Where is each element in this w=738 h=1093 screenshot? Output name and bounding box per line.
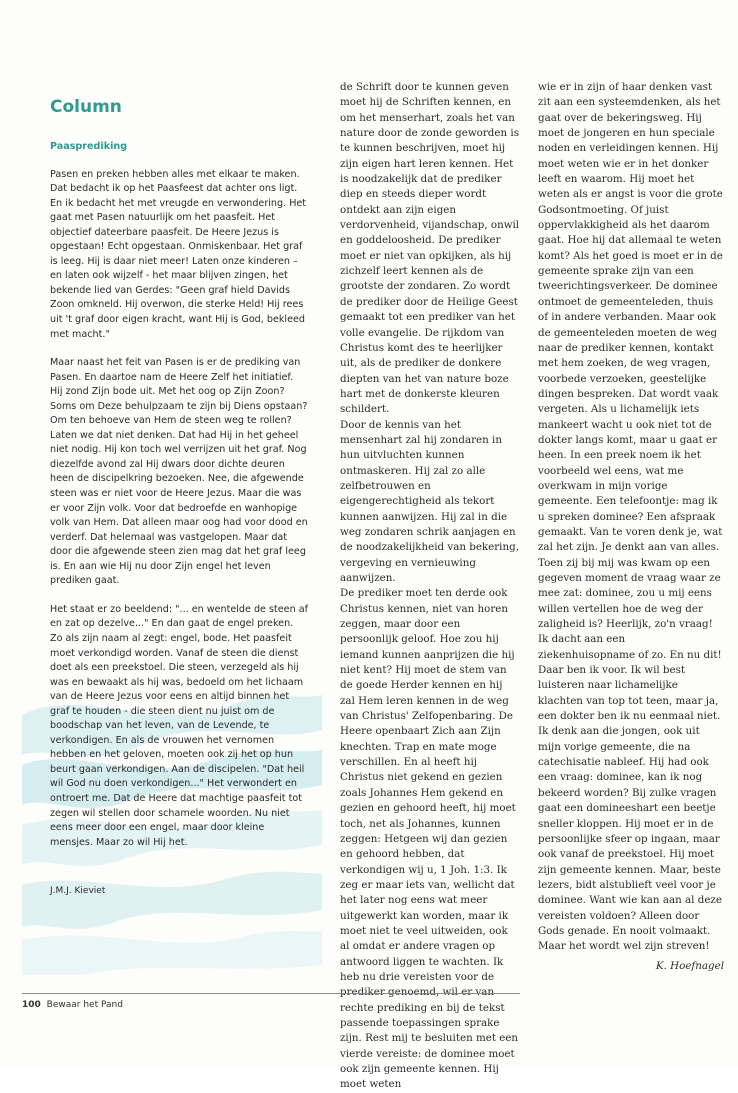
column-subheading: Paasprediking (50, 141, 128, 152)
article-signature: K. Hoefnagel (655, 959, 724, 972)
article-paragraph: Door de kennis van het mensenhart zal hij zondaren in hun uitvluchten kunnen ontmaskeren. Hij zal zo alle zelfbetrouwen en eigengerechtigheid als tekort kunnen aanwijzen. Hij zal in die weg zondaren schrik aanjagen en de noodzakelijkheid van bekering, vergeving en vernieuwing aanwijzen. (340, 418, 519, 584)
page-footer (22, 1000, 123, 1010)
column-paragraph-3: Het staat er zo beeldend: "... en wentelde de steen af en zat op dezelve..." En dan gaat de engel preken. Zo als zijn naam al zegt: engel, bode. Het paasfeit moet verkondigd worden. Vanaf de steen die dienst doet als een preekstoel. Die steen, verzegeld als hij was en bewaakt als hij was, bedoeld om het lichaam van de Heere Jezus voor eens en altijd binnen het graf te houden - die steen dient nu juist om de boodschap van het leven, van de Levende, te verkondigen. En als de vrouwen het vernomen hebben en het geloven, moeten ook zij het op hun beurt gaan verkondigen. Aan de discipelen. "Dat heil wil God nu doen verkondigen..." Het verwondert en ontroert me. Dat de Heere dat machtige paasfeit tot zegen wil stellen door schamele woorden. Nu niet eens meer door een engel, maar door kleine mensjes. Maar zo wil Hij het. (50, 603, 308, 848)
column-heading: Column (50, 97, 122, 117)
article-column-3 (538, 80, 724, 974)
column-section (50, 96, 308, 913)
article-column-2 (340, 80, 520, 1093)
article-paragraph: wie er in zijn of haar denken vast zit aan een systeemdenken, als het gaat over de bekeringsweg. Hij moet de jongeren en hun speciale noden en verleidingen kennen. Hij moet weten wie er in het donker leeft en waarom. Hij moet het weten als er angst is voor die grote Godsontmoeting. Of juist oppervlakkigheid als het daarom gaat. Hoe hij dat allemaal te weten komt? Als het goed is moet er in de gemeente sprake zijn van een tweerichtingsverkeer. De dominee ontmoet de gemeenteleden, thuis of in andere verbanden. Maar ook de gemeenteleden moeten de weg naar de prediker kennen, kontakt met hem zoeken, de weg vragen, voorbede verzoeken, geestelijke dingen bespreken. Dat wordt vaak vergeten. Als u lichamelijk iets mankeert wacht u ook niet tot de dokter langs komt, maar u gaat er heen. In een preek noem ik het voorbeeld wel eens, wat me overkwam in mijn vorige gemeente. Een telefoontje: mag ik u spreken dominee? Een afspraak gemaakt. Van te voren denk je, wat zal het zijn. Je denkt aan van alles. Toen zij bij mij was kwam op een gegeven moment de vraag waar ze mee zat: dominee, zou u mij eens willen vertellen hoe de weg der zaligheid is? Heerlijk, zo'n vraag! Ik dacht aan een ziekenhuisopname of zo. En nu dit! Daar ben ik voor. Ik wil best luisteren naar lichamelijke klachten van top tot teen, maar ja, een dokter ben ik nu eenmaal niet. Ik denk aan die jongen, ook uit mijn vorige gemeente, die na catechisatie nableef. Hij had ook een vraag: dominee, kan ik nog bekeerd worden? Bij zulke vragen gaat een domineeshart een beetje sneller kloppen. Hij moet er in de persoonlijke sfeer op ingaan, maar ook vanaf de preekstoel. Hij moet zijn gemeente kennen. Maar, beste lezers, bidt alstublieft veel voor je dominee. Want wie kan aan al deze vereisten voldoen? Alleen door Gods genade. En nooit volmaakt. Maar het wordt wel zijn streven! (538, 81, 723, 953)
article-paragraph: de Schrift door te kunnen geven moet hij de Schriften kennen, en om het menserhart, zoals het van nature door de zonde geworden is te kunnen beschrijven, moet hij zijn eigen hart leren kennen. Het is noodzakelijk dat de prediker diep en steeds dieper wordt ontdekt aan zijn eigen verdorvenheid, vijandschap, onwil en goddeloosheid. De prediker moet er niet van opkijken, als hij zichzelf leert kennen als de grootste der zondaren. Zo wordt de prediker door de Heilige Geest gemaakt tot een prediker van het volle evangelie. De rijkdom van Christus komt des te heerlijker uit, als de prediker de donkere diepten van het van nature boze hart met de donkerste kleuren schildert. (340, 81, 520, 416)
column-author: J.M.J. Kieviet (50, 886, 106, 897)
column-paragraph-1: Pasen en preken hebben alles met elkaar te maken. Dat bedacht ik op het Paasfeest dat achter ons ligt. En ik bedacht het met vreugde en verwondering. Het gaat met Pasen natuurlijk om het paasfeit. Het objectief dateerbare paasfeit. De Heere Jezus is opgestaan! Echt opgestaan. Onmiskenbaar. Het graf is leeg. Hij is daar niet meer! Laten onze kinderen – en laten ook wijzelf - het maar blijven zingen, het bekende lied van Gerdes: "Geen graf hield Davids Zoon omkneld. Hij overwon, die sterke Held! Hij rees uit 't graf door eigen kracht, want Hij is God, bekleed met macht." (50, 168, 307, 340)
publication-name: Bewaar het Pand (46, 1000, 123, 1010)
column-paragraph-2: Maar naast het feit van Pasen is er de prediking van Pasen. En daartoe nam de Heere Zelf het initiatief. Hij zond Zijn bode uit. Met het oog op Zijn Zoon? Soms om Deze behulpzaam te zijn bij Diens opstaan? Om ten behoeve van Hem de steen weg te rollen? Laten we dat niet denken. Dat had Hij in het geheel niet nodig. Hij kon toch wel verrijzen uit het graf. Nog diezelfde avond zal Hij dwars door dichte deuren heen de discipelkring bezoeken. Nee, die afgewende steen was er niet voor de Heere Jezus. Maar die was er voor Zijn volk. Voor dat bedroefde en wanhopige volk van Hem. Dat alleen maar oog had voor dood en verderf. Dat helemaal was vastgelopen. Maar dat door die afgewende steen zien mag dat het graf leeg is. En aan wie Hij nu door Zijn engel het leven prediken gaat. (50, 357, 308, 587)
page-number: 100 (22, 1000, 41, 1010)
footer-divider (22, 993, 520, 994)
article-paragraph: De prediker moet ten derde ook Christus kennen, niet van horen zeggen, maar door een persoonlijk geloof. Hoe zou hij iemand kunnen aanprijzen die hij niet kent? Hij moet de stem van de goede Herder kennen en hij zal Hem leren kennen in de weg van Christus' Zelfopenbaring. De Heere openbaart Zich aan Zijn knechten. Trap en mate moge verschillen. En al heeft hij Christus niet gekend en gezien zoals Johannes Hem gekend en gezien en gehoord heeft, hij moet toch, net als Johannes, kunnen zeggen: Hetgeen wij dan gezien en gehoord hebben, dat verkondigen wij u, 1 Joh. 1:3. Ik zeg er maar iets van, wellicht dat het later nog eens wat meer uitgewerkt kan worden, maar ik moet niet te veel uitweiden, ook al omdat er andere vragen op antwoord liggen te wachten. Ik heb nu drie vereisten voor de prediker genoemd, wil er van rechte prediking en bij de tekst passende toepassingen sprake zijn. Rest mij te besluiten met een vierde vereiste: de dominee moet ook zijn gemeente kennen. Hij moet weten (340, 587, 519, 1091)
